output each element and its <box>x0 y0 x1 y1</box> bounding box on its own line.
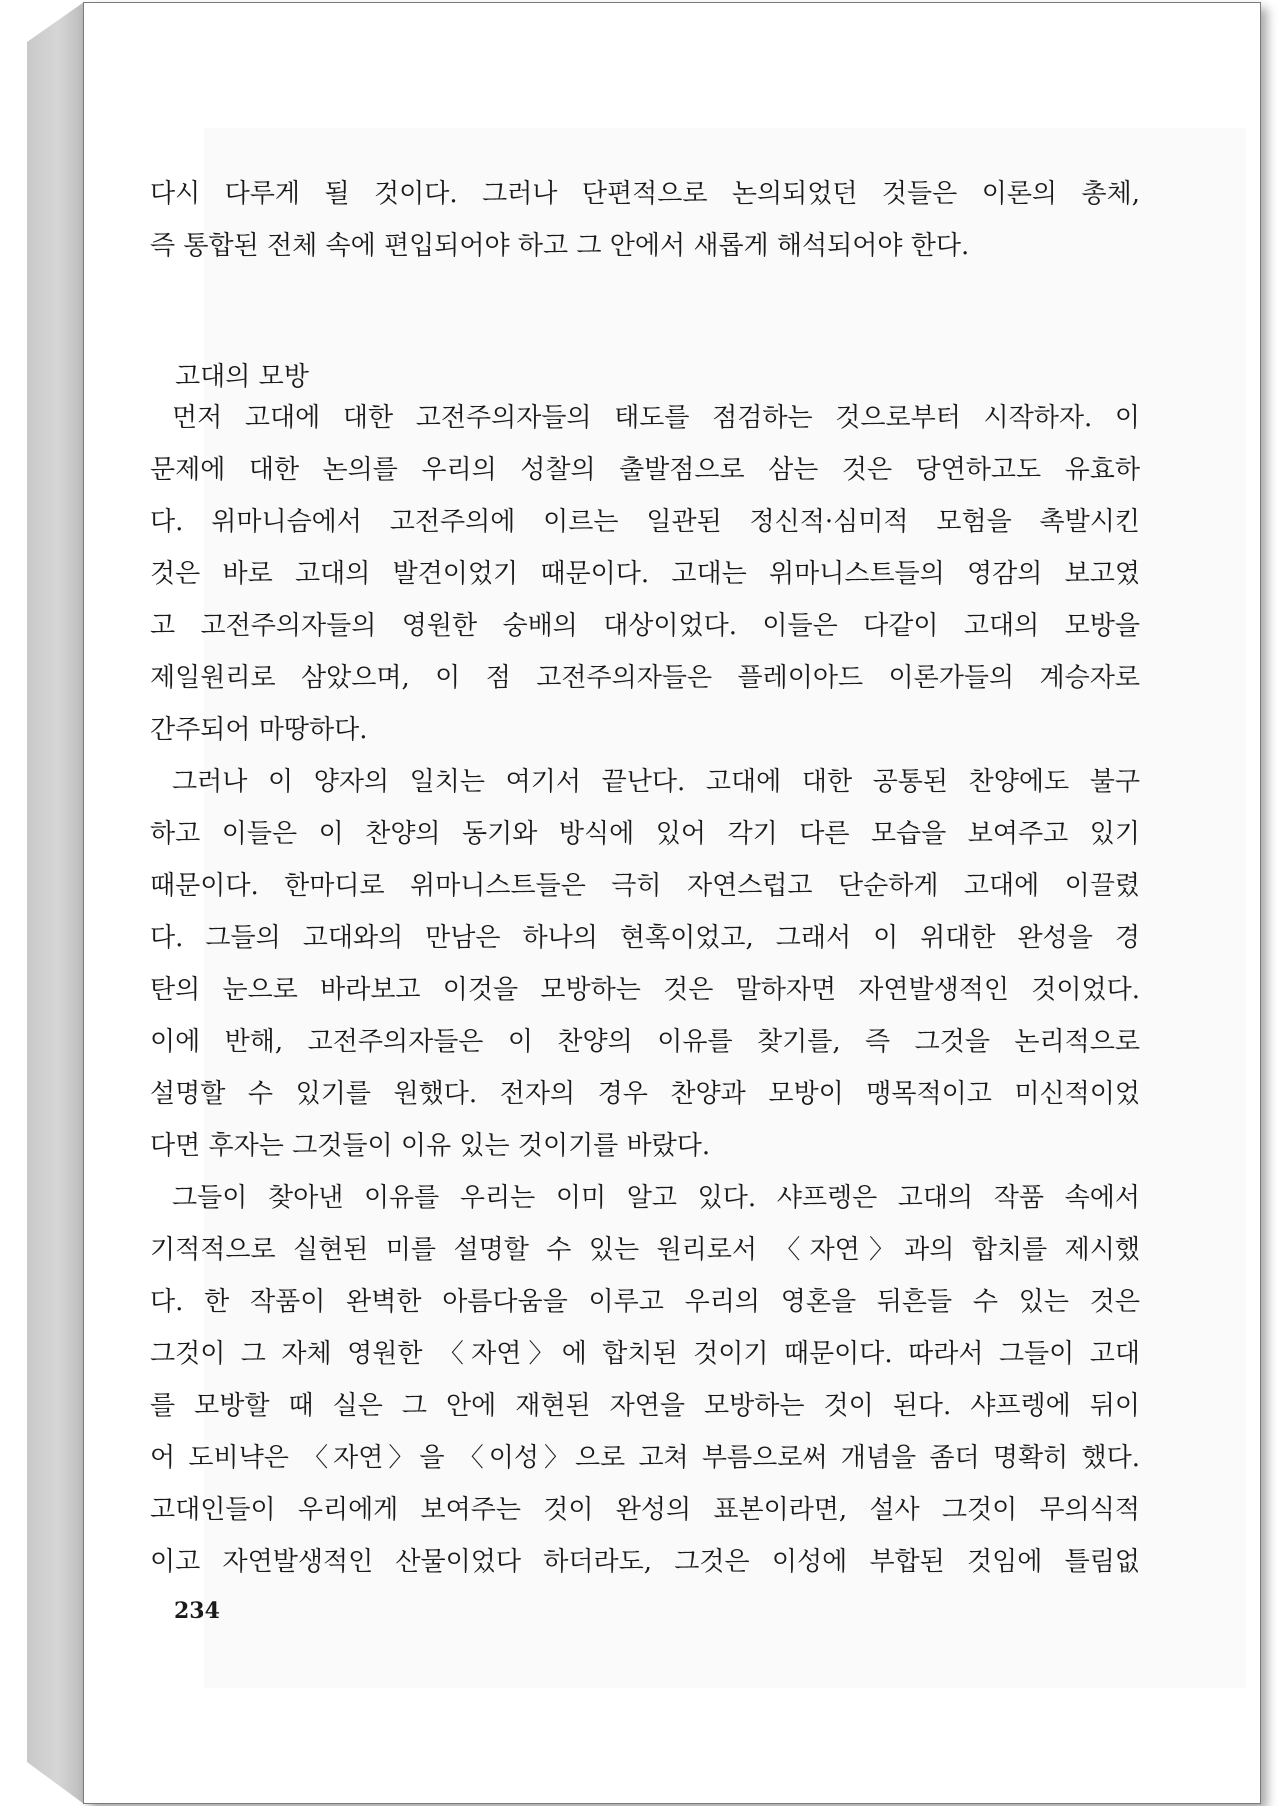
text-line: 이에 반해, 고전주의자들은 이 찬양의 이유를 찾기를, 즉 그것을 논리적으로 <box>150 1027 1140 1057</box>
text-line: 그것이 그 자체 영원한 〈자연〉에 합치된 것이기 때문이다. 따라서 그들이 고대 <box>150 1339 1140 1369</box>
text-line: 다. 그들의 고대와의 만남은 하나의 현혹이었고, 그래서 이 위대한 완성을 경 <box>150 923 1140 953</box>
text-line: 것은 바로 고대의 발견이었기 때문이다. 고대는 위마니스트들의 영감의 보고였 <box>150 559 1140 589</box>
text-line: 설명할 수 있기를 원했다. 전자의 경우 찬양과 모방이 맹목적이고 미신적이었 <box>150 1079 1140 1109</box>
body-text <box>150 392 1140 1588</box>
text-line: 다. 한 작품이 완벽한 아름다움을 이루고 우리의 영혼을 뒤흔들 수 있는 것은 <box>150 1287 1140 1317</box>
section-heading: 고대의 모방 <box>175 362 309 392</box>
text-line: 때문이다. 한마디로 위마니스트들은 극히 자연스럽고 단순하게 고대에 이끌렸 <box>150 871 1140 901</box>
text-line: 고 고전주의자들의 영원한 숭배의 대상이었다. 이들은 다같이 고대의 모방을 <box>150 611 1140 641</box>
text-line: 먼저 고대에 대한 고전주의자들의 태도를 점검하는 것으로부터 시작하자. 이 <box>172 403 1140 433</box>
page-number: 234 <box>174 1598 220 1624</box>
text-line: 이고 자연발생적인 산물이었다 하더라도, 그것은 이성에 부합된 것임에 틀림없 <box>150 1547 1140 1577</box>
text-line: 그들이 찾아낸 이유를 우리는 이미 알고 있다. 샤프렝은 고대의 작품 속에서 <box>172 1183 1140 1213</box>
text-line: 고대인들이 우리에게 보여주는 것이 완성의 표본이라면, 설사 그것이 무의식적 <box>150 1495 1140 1525</box>
text-line: 간주되어 마땅하다. <box>150 715 368 745</box>
book-spine <box>27 2 84 1804</box>
text-line: 탄의 눈으로 바라보고 이것을 모방하는 것은 말하자면 자연발생적인 것이었다. <box>150 975 1140 1005</box>
text-line: 문제에 대한 논의를 우리의 성찰의 출발점으로 삼는 것은 당연하고도 유효하 <box>150 455 1140 485</box>
text-line: 어 도비냑은 〈자연〉을 〈이성〉으로 고쳐 부름으로써 개념을 좀더 명확히 했다. <box>150 1443 1140 1473</box>
text-line: 다면 후자는 그것들이 이유 있는 것이기를 바랐다. <box>150 1131 711 1161</box>
text-line: 그러나 이 양자의 일치는 여기서 끝난다. 고대에 대한 공통된 찬양에도 불구 <box>172 767 1140 797</box>
text-line: 다시 다루게 될 것이다. 그러나 단편적으로 논의되었던 것들은 이론의 총체, <box>150 179 1140 209</box>
text-line: 기적적으로 실현된 미를 설명할 수 있는 원리로서 〈자연〉과의 합치를 제시했 <box>150 1235 1140 1265</box>
text-line: 제일원리로 삼았으며, 이 점 고전주의자들은 플레이아드 이론가들의 계승자로 <box>150 663 1140 693</box>
text-line: 즉 통합된 전체 속에 편입되어야 하고 그 안에서 새롭게 해석되어야 한다. <box>150 231 970 261</box>
text-line: 하고 이들은 이 찬양의 동기와 방식에 있어 각기 다른 모습을 보여주고 있기 <box>150 819 1140 849</box>
continuation-paragraph <box>150 168 1140 272</box>
text-line: 다. 위마니슴에서 고전주의에 이르는 일관된 정신적·심미적 모험을 촉발시킨 <box>150 507 1140 537</box>
text-line: 를 모방할 때 실은 그 안에 재현된 자연을 모방하는 것이 된다. 샤프렝에 뒤이 <box>150 1391 1140 1421</box>
